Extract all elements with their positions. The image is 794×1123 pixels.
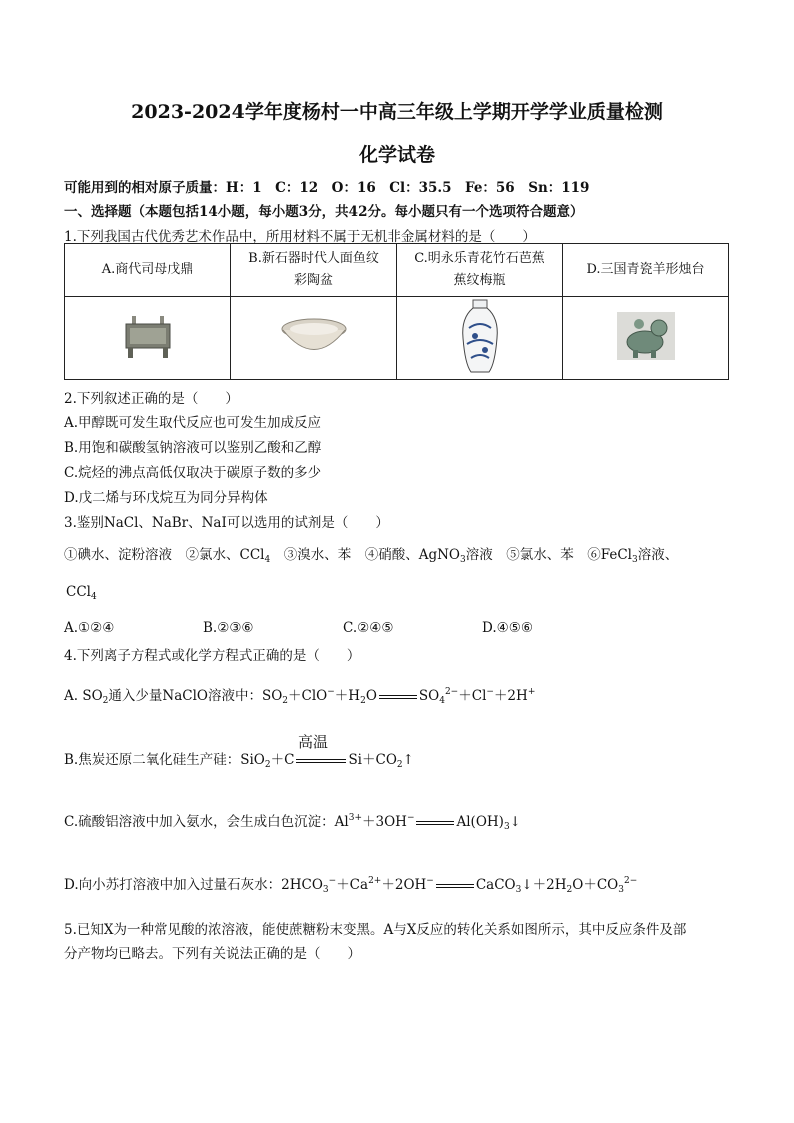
exam-title: 2023-2024学年度杨村一中高三年级上学期开学学业质量检测 (131, 101, 663, 123)
equals-sign (379, 695, 417, 699)
question-2-option-b: B.用饱和碳酸氢钠溶液可以鉴别乙酸和乙醇 (64, 440, 322, 456)
porcelain-vase-icon (397, 297, 563, 380)
question-4-option-b: B.焦炭还原二氧化硅生产硅：SiO$_2$＋C $Si+CO_2↑$ (64, 752, 414, 770)
question-2-option-d: D.戊二烯与环戊烷互为同分异构体 (64, 490, 268, 506)
question-4-option-a: A. $SO_2$通入少量NaClO溶液中：$SO_2+ClO^-+H_2O$ $SO_4^{2-}+Cl^-+2H^+$ (64, 687, 536, 706)
question-3-stem: 3.鉴别NaCl、NaBr、NaI可以选用的试剂是（ ） (64, 515, 389, 531)
equals-sign (296, 759, 346, 763)
option-c-label: C.明永乐青花竹石芭蕉 蕉纹梅瓶 (397, 244, 563, 297)
option-b-label: B.新石器时代人面鱼纹 彩陶盆 (231, 244, 397, 297)
atomic-masses: 可能用到的相对原子质量：H：1 C：12 O：16 Cl：35.5 Fe：56 Sn：119 (64, 180, 590, 196)
question-2-stem: 2.下列叙述正确的是（ ） (64, 391, 239, 407)
option-a-label: A.商代司母戊鼎 (65, 244, 231, 297)
question-2-option-a: A.甲醇既可发生取代反应也可发生加成反应 (64, 415, 322, 431)
question-4-option-c: C.硫酸铝溶液中加入氨水，会生成白色沉淀：$Al^{3+}+3OH^-$ $Al(OH)_3↓$ (64, 813, 521, 832)
question-3-reagents: ①碘水、淀粉溶液 ②氯水、CCl$_4$ ③溴水、苯 ④硝酸、AgNO$_3$溶液 ⑤氯水、苯 ⑥FeCl$_3$溶液、 (64, 547, 679, 565)
question-5-stem-line1: 5.已知X为一种常见酸的浓溶液，能使蔗糖粉末变黑。A与X反应的转化关系如图所示，其中反应条件及部 (64, 922, 687, 938)
reaction-condition-high-temp: 高温 (298, 733, 329, 751)
section-heading: 一、选择题（本题包括14小题，每小题3分，共42分。每小题只有一个选项符合题意） (64, 204, 584, 220)
question-4-option-d: D.向小苏打溶液中加入过量石灰水：$2HCO_3^-+Ca^{2+}+2OH^-$ $CaCO_3↓+2H_2O+CO_3^{2-}$ (64, 876, 638, 895)
exam-subtitle: 化学试卷 (358, 144, 435, 166)
equals-sign (416, 821, 454, 825)
question-1-stem: 1.下列我国古代优秀艺术作品中，所用材料不属于无机非金属材料的是（ ） (64, 229, 536, 245)
celadon-sheep-icon (563, 297, 729, 380)
equals-sign (436, 884, 474, 888)
option-d-label: D.三国青瓷羊形烛台 (563, 244, 729, 297)
question-1-options-table (64, 243, 729, 380)
pottery-basin-icon (231, 297, 397, 380)
question-2-option-c: C.烷烃的沸点高低仅取决于碳原子数的多少 (64, 465, 322, 481)
question-3-option-c: C.②④⑤ (343, 620, 394, 636)
question-3-option-b: B.②③⑥ (203, 620, 254, 636)
question-3-option-a: A.①②④ (64, 620, 115, 636)
bronze-ding-icon (65, 297, 231, 380)
question-3-option-d: D.④⑤⑥ (482, 620, 533, 636)
question-4-stem: 4.下列离子方程式或化学方程式正确的是（ ） (64, 648, 361, 664)
question-3-reagents-cont: CCl$_4$ (66, 584, 97, 602)
question-5-stem-line2: 分产物均已略去。下列有关说法正确的是（ ） (64, 946, 361, 962)
